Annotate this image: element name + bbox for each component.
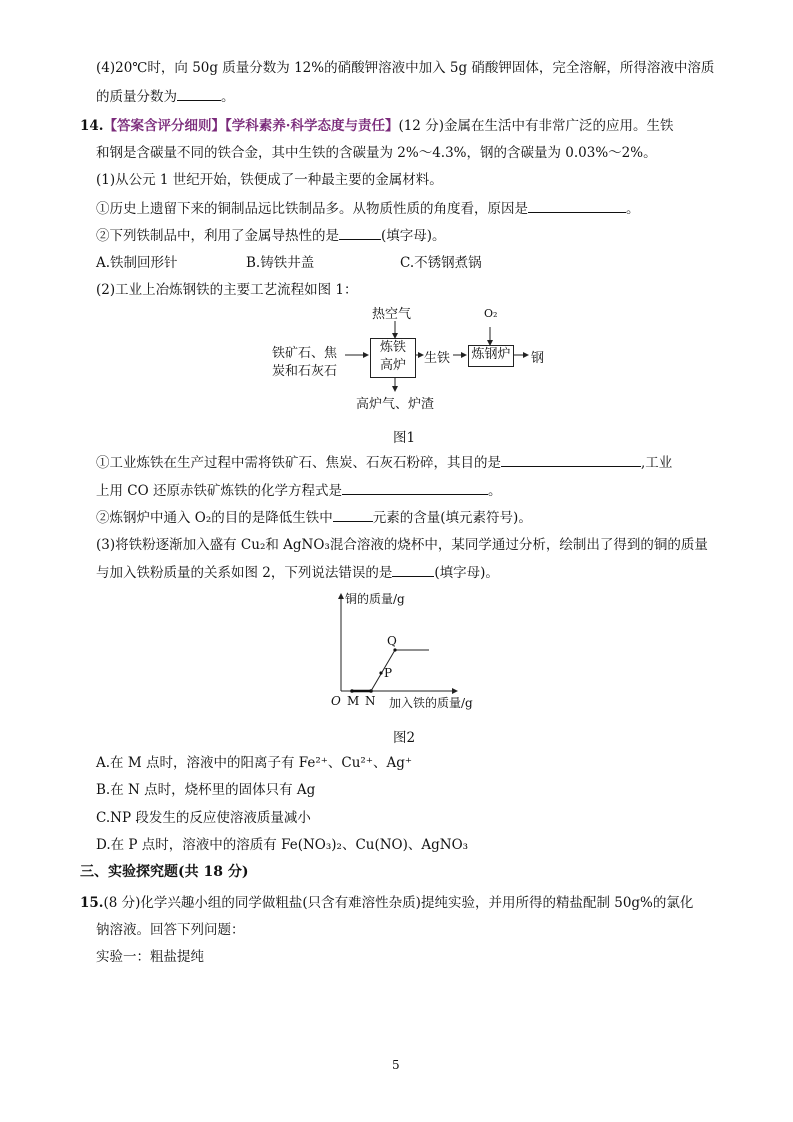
answer-blank[interactable] <box>528 198 626 213</box>
answer-blank[interactable] <box>501 452 641 467</box>
q14-intro: (12 分)金属在生活中有非常广泛的应用。生铁 <box>398 118 674 134</box>
q14-part2-b <box>96 507 532 528</box>
hot-air-label: 热空气 <box>372 307 412 322</box>
option-c: C.不锈钢煮锅 <box>400 255 482 271</box>
raw-materials-line2: 炭和石灰石 <box>272 364 338 379</box>
q14-part2-a-text: ①工业炼铁在生产过程中需将铁矿石、焦炭、石灰石粉碎，其目的是 <box>96 455 501 471</box>
pig-iron-label: 生铁 <box>424 351 451 366</box>
option-a: A.铁制回形针 <box>96 255 178 271</box>
q14-line2: 和钢是含碳量不同的铁合金，其中生铁的含碳量为 2%～4.3%，钢的含碳量为 0.03%～2%。 <box>96 145 657 161</box>
blast-furnace-line1: 炼铁 <box>379 340 406 355</box>
o2-label: O₂ <box>484 307 498 320</box>
point-p <box>379 671 382 674</box>
q13-4-line2 <box>96 86 235 107</box>
answer-option-b: B.在 N 点时，烧杯里的固体只有 Ag <box>96 782 316 798</box>
q14-part1-b-end: (填字母)。 <box>381 228 446 244</box>
figure1-caption: 图1 <box>393 430 416 446</box>
blast-furnace-box <box>370 338 416 378</box>
q14-part1-a <box>96 198 640 219</box>
q14-part3-line1: (3)将铁粉逐渐加入盛有 Cu₂和 AgNO₃混合溶液的烧杯中，某同学通过分析，绘制出了得到的铜的质量 <box>96 537 708 553</box>
raw-materials-label <box>272 345 337 381</box>
answer-option-d: D.在 P 点时，溶液中的溶质有 Fe(NO₃)₂、Cu(NO)、AgNO₃ <box>96 837 469 853</box>
answer-blank[interactable] <box>177 86 221 101</box>
q15-line1 <box>80 893 693 913</box>
q15-number: 15. <box>80 895 104 911</box>
n-label: N <box>365 694 376 708</box>
q14-part2-a2 <box>96 480 501 501</box>
q14-part2-a2-end: 。 <box>487 483 502 499</box>
answer-option-c: C.NP 段发生的反应使溶液质量减小 <box>96 810 311 826</box>
q14-part3-line2-end: (填字母)。 <box>434 565 499 581</box>
q14-part2-a-end: ,工业 <box>641 455 673 471</box>
point-q <box>393 648 396 651</box>
q14-part1-a-text: ①历史上遗留下来的铜制品远比铁制品多。从物质性质的角度看，原因是 <box>96 201 528 217</box>
q14-header <box>80 116 673 136</box>
answer-option-a: A.在 M 点时，溶液中的阳离子有 Fe²⁺、Cu²⁺、Ag⁺ <box>96 755 412 771</box>
q14-part2: (2)工业上冶炼钢铁的主要工艺流程如图 1： <box>96 282 358 298</box>
answer-blank[interactable] <box>342 480 488 495</box>
q14-part2-a <box>96 452 672 473</box>
q13-4-line1: (4)20℃时，向 50g 质量分数为 12%的硝酸钾溶液中加入 5g 硝酸钾固体，完全溶解，所得溶液中溶质 <box>96 60 715 76</box>
q14-part1-b-text: ②下列铁制品中，利用了金属导热性的是 <box>96 228 339 244</box>
flowchart-figure <box>270 305 560 415</box>
q14-part2-a2-text: 上用 CO 还原赤铁矿炼铁的化学方程式是 <box>96 483 342 499</box>
q13-4-line2-text: 的质量分数为 <box>96 89 177 105</box>
q13-4-line2-end: 。 <box>221 89 235 105</box>
q14-part3-line2 <box>96 562 499 583</box>
q14-number: 14. <box>80 118 104 134</box>
q15-line1-text: (8 分)化学兴趣小组的同学做粗盐(只含有难溶性杂质)提纯实验，并用所得的精盐配制 50g%的氯化 <box>103 895 694 911</box>
p-label: P <box>384 666 393 680</box>
q14-tag: 【答案含评分细则】【学科素养·科学态度与责任】 <box>103 118 399 134</box>
copper-mass-graph <box>325 588 485 714</box>
option-b: B.铸铁井盖 <box>246 255 315 271</box>
point-m <box>350 689 354 693</box>
y-axis-label: 铜的质量/g <box>345 592 405 606</box>
steel-label: 钢 <box>531 351 545 366</box>
answer-blank[interactable] <box>339 225 381 240</box>
answer-blank[interactable] <box>333 507 373 522</box>
steel-furnace-box: 炼钢炉 <box>468 345 514 367</box>
q14-part3-line2-text: 与加入铁粉质量的关系如图 2，下列说法错误的是 <box>96 565 393 581</box>
raw-materials-line1: 铁矿石、焦 <box>272 346 338 361</box>
answer-blank[interactable] <box>392 562 434 577</box>
figure2-caption: 图2 <box>393 730 416 746</box>
blast-furnace-line2: 高炉 <box>379 358 406 373</box>
q14-part1: (1)从公元 1 世纪开始，铁便成了一种最主要的金属材料。 <box>96 172 443 188</box>
q15-line2: 钠溶液。回答下列问题： <box>96 922 245 938</box>
q14-part2-b-end: 元素的含量(填元素符号)。 <box>372 510 532 526</box>
page-number: 5 <box>392 1058 400 1072</box>
q-label: Q <box>387 634 397 648</box>
origin-label: O <box>331 694 341 708</box>
byproduct-label: 高炉气、炉渣 <box>356 397 435 412</box>
q14-part1-b <box>96 225 446 246</box>
m-label: M <box>347 694 360 708</box>
section3-title: 三、实验探究题(共 18 分) <box>80 864 249 880</box>
x-axis-label: 加入铁的质量/g <box>389 696 473 710</box>
q14-part1-a-end: 。 <box>626 201 640 217</box>
q14-part2-b-text: ②炼钢炉中通入 O₂的目的是降低生铁中 <box>96 510 333 526</box>
q15-line3: 实验一：粗盐提纯 <box>96 949 204 965</box>
